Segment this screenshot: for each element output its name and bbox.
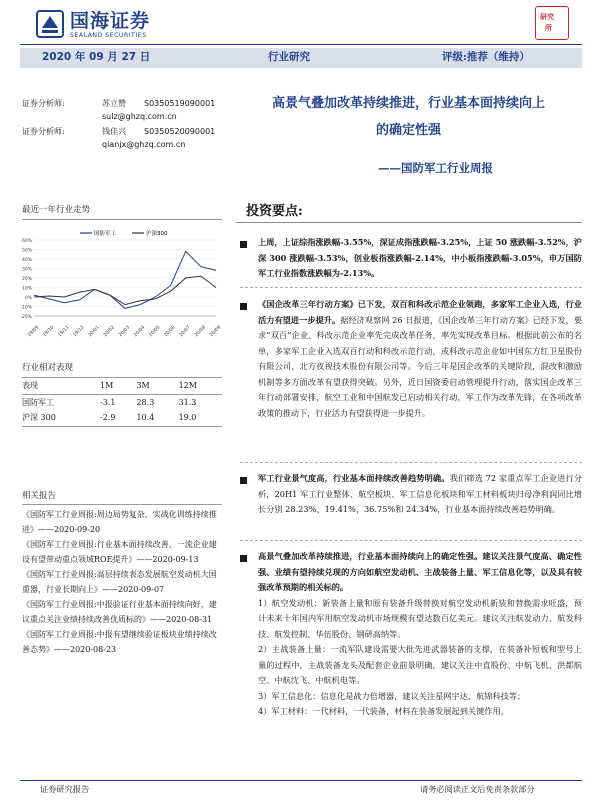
y-tick-label: 40% bbox=[21, 258, 32, 263]
x-tick-label: 19/12 bbox=[72, 325, 86, 339]
para-separator bbox=[240, 287, 582, 288]
analyst-email[interactable]: qianjx@ghzq.com.cn bbox=[102, 140, 186, 149]
perf-title: 行业相对表现 bbox=[22, 363, 74, 373]
header-rule bbox=[20, 44, 582, 45]
y-tick-label: 50% bbox=[21, 248, 32, 254]
logo-mark-icon bbox=[36, 10, 64, 38]
bullet-icon bbox=[240, 555, 247, 562]
analyst-email[interactable]: sulz@ghzq.com.cn bbox=[102, 112, 177, 121]
outlook-item: 2）主战装备上量：一流军队建设需要大批先进武器装备的支撑，在装备补短板和型号上量的过程中，主战装备龙头及配套企业前景明确，建议关注中直股份、中航飞机、洪都航空、中航沈飞、中航机电等。 bbox=[258, 644, 582, 685]
reports-title: 相关报告 bbox=[22, 491, 57, 501]
seal-text-2: 所 bbox=[545, 23, 552, 32]
perf-cell: -2.9 bbox=[100, 413, 116, 423]
report-date: 2020 年 09 月 27 日 bbox=[42, 51, 151, 63]
report-subtitle: ——国防军工行业周报 bbox=[378, 161, 493, 175]
report-title bbox=[236, 90, 581, 144]
footer-rule bbox=[20, 780, 582, 781]
analyst-name: 苏立赞 bbox=[102, 99, 126, 108]
para-reform-lead: 《国企改革三年行动方案》已下发，双百和科改示范企业领跑，多家军工企业入选，行业活力有望进一步提升。 bbox=[258, 299, 582, 325]
report-item[interactable]: 《国防军工行业周报:中报验证行业基本面持续向好，建议重点关注业绩持续改善优质标的》——2020-08-31 bbox=[22, 600, 217, 624]
x-tick-label: 20/05 bbox=[148, 325, 162, 339]
y-tick-label: 20% bbox=[21, 277, 32, 282]
analyst-block-2 bbox=[22, 125, 222, 151]
y-tick-label: 30% bbox=[21, 267, 32, 273]
perf-cell: 31.3 bbox=[178, 397, 197, 407]
report-type: 行业研究 bbox=[268, 51, 310, 63]
analyst-name: 钱佳兴 bbox=[102, 127, 126, 136]
perf-header-cell: 12M bbox=[178, 381, 197, 390]
perf-header-row bbox=[22, 378, 222, 395]
analyst-cert: S0350520090001 bbox=[144, 127, 216, 136]
seal-stamp bbox=[535, 6, 569, 40]
outlook-item: 3）军工信息化：信息化是战力倍增器，建议关注星网宇达、航锦科技等； bbox=[258, 690, 526, 701]
perf-cell: 19.0 bbox=[178, 413, 197, 423]
report-item[interactable]: 《国防军工行业周报:周边局势复杂，实战化训练持续推进》——2020-09-20 bbox=[22, 510, 217, 534]
perf-header-cell: 3M bbox=[136, 381, 150, 390]
perf-header-cell: 表现 bbox=[22, 381, 38, 390]
para-outlook-lead: 高景气叠加改革持续推进，行业基本面持续向上的确定性强。建议关注景气度高、确定性强、业绩有望持续兑现的方向如航空发动机、主战装备上量、军工信息化等，以及具有较强改革预期的相关标的。 bbox=[258, 551, 582, 592]
para-fundamentals-body: 我们筛选 72 家重点军工企业进行分析，20H1 军工行业整体、航空板块、军工信息化板块和军工材料板块归母净利润同比增长分别 28.23%、19.41%、36.75%和 24.34%，行业基本面持续改善趋势明确。 bbox=[258, 473, 582, 514]
series-line-2 bbox=[34, 276, 216, 305]
para-reform bbox=[258, 297, 582, 421]
perf-row bbox=[22, 410, 222, 426]
para-separator bbox=[240, 462, 582, 463]
report-item[interactable]: 《国防军工行业周报:中报有望继续验证板块业绩持续改善态势》——2020-08-23 bbox=[22, 630, 217, 654]
x-tick-label: 20/06 bbox=[163, 325, 177, 339]
analyst-label: 证券分析师: bbox=[22, 127, 65, 136]
perf-cell: -3.1 bbox=[100, 397, 116, 407]
trend-chart bbox=[20, 224, 222, 344]
bullet-icon bbox=[240, 303, 247, 310]
analyst-label: 证券分析师: bbox=[22, 99, 65, 108]
footer-disclaimer: 请务必阅读正文后免责条款部分 bbox=[420, 784, 535, 794]
perf-cell: 沪深 300 bbox=[22, 413, 56, 423]
bullet-icon bbox=[240, 477, 247, 484]
report-item[interactable]: 《国防军工行业周报:高层持续表态发展航空发动机大国重器，行业长期向上》——2020-09-07 bbox=[22, 570, 217, 594]
title-line-1: 高景气叠加改革持续推进，行业基本面持续向上 bbox=[271, 96, 545, 111]
logo-english: SEALAND SECURITIES bbox=[70, 32, 147, 39]
y-tick-label: -20% bbox=[20, 315, 32, 320]
perf-table bbox=[22, 377, 222, 427]
y-tick-label: 10% bbox=[21, 286, 32, 292]
report-item[interactable]: 《国防军工行业周报:行业基本面持续改善，一流企业建设有望带动重点领域ROE提升》——2020-09-13 bbox=[22, 540, 217, 564]
para-market-text: 上周，上证综指涨跌幅-3.55%，深证成指涨跌幅-3.25%，上证 50 涨跌幅-3.52%，沪深 300 涨跌幅-3.53%，创业板指涨跌幅-2.14%，中小板指涨跌幅-3.05%，申万国防军工行业指数涨跌幅为-2.13%。 bbox=[258, 237, 582, 278]
bullet-icon bbox=[240, 241, 247, 248]
x-tick-label: 20/08 bbox=[194, 325, 207, 339]
perf-cell: 28.3 bbox=[136, 397, 155, 407]
para-outlook bbox=[258, 549, 582, 777]
para-separator bbox=[240, 540, 582, 541]
investment-rule bbox=[236, 222, 582, 223]
x-tick-label: 20/04 bbox=[133, 325, 147, 339]
para-fundamentals bbox=[258, 471, 582, 518]
analyst-block-1 bbox=[22, 97, 222, 123]
seal-text-1: 研究 bbox=[540, 12, 554, 21]
perf-header-cell: 1M bbox=[100, 381, 114, 390]
perf-cell: 10.4 bbox=[136, 413, 155, 423]
reports-list bbox=[22, 508, 222, 657]
x-tick-label: 19/10 bbox=[42, 325, 56, 339]
x-tick-label: 19/09 bbox=[27, 325, 41, 339]
para-reform-body: 据经济观察网 26 日报道，《国企改革三年行动方案》已经下发，要求“双百”企业、科改示范企业率先完成改革任务，率先实现改革目标。根据此前公布的名单，多家军工企业入选双百行动和科改示范行动，或科改示范企业如中国东方红卫星股份有限公司、北方夜视技术股份有限公司等。今后三年是国企改革的关键阶段，混改和激励机制等多方面改革有望获得突破。另外，近日国资委启动管理提升行动，落实国企改革三年行动部署安排，航空工业和中国航发已启动相关行动，军工作为改革先锋，在各项改革政策的推动下，行业活力有望获得进一步提升。 bbox=[258, 314, 582, 418]
x-tick-label: 20/07 bbox=[178, 325, 192, 339]
investment-title: 投资要点: bbox=[246, 204, 303, 219]
para-market bbox=[258, 235, 582, 282]
rating: 评级:推荐（维持） bbox=[442, 51, 530, 63]
trend-rule bbox=[22, 219, 222, 220]
legend-label-1: 国防军工 bbox=[94, 231, 117, 237]
x-tick-label: 20/09 bbox=[209, 325, 222, 339]
title-line-2: 的确定性强 bbox=[375, 123, 441, 138]
y-tick-label: 0% bbox=[24, 296, 32, 301]
para-fundamentals-lead: 军工行业景气度高，行业基本面持续改善趋势明确。 bbox=[258, 473, 450, 483]
x-tick-label: 20/01 bbox=[87, 325, 101, 339]
analyst-cert: S0350519090001 bbox=[144, 99, 216, 108]
legend-label-2: 沪深300 bbox=[146, 231, 168, 237]
x-tick-label: 20/03 bbox=[118, 325, 132, 339]
logo-text: 国海证券 bbox=[70, 10, 151, 32]
footer-left: 证券研究报告 bbox=[40, 784, 90, 794]
trend-title: 最近一年行业走势 bbox=[22, 205, 91, 215]
reports-rule bbox=[22, 504, 222, 505]
outlook-item: 4）军工材料：一代材料，一代装备，材料在装备发展起到关键作用， bbox=[258, 706, 509, 716]
x-tick-label: 19/11 bbox=[57, 325, 71, 339]
y-tick-label: -10% bbox=[20, 305, 32, 311]
perf-row bbox=[22, 394, 222, 410]
x-tick-label: 20/02 bbox=[103, 325, 116, 339]
y-tick-label: 60% bbox=[21, 239, 32, 244]
perf-cell: 国防军工 bbox=[22, 397, 54, 407]
series-line-1 bbox=[34, 251, 216, 308]
outlook-item: 1）航空发动机：新装备上量和原有装备升级替换对航空发动机新装和替换需求旺盛，预计未来十年国内军用航空发动机市场规模有望达数百亿美元。建议关注航发动力、航发科技、航发控制、华伍股份、钢研高纳等。 bbox=[258, 597, 582, 639]
